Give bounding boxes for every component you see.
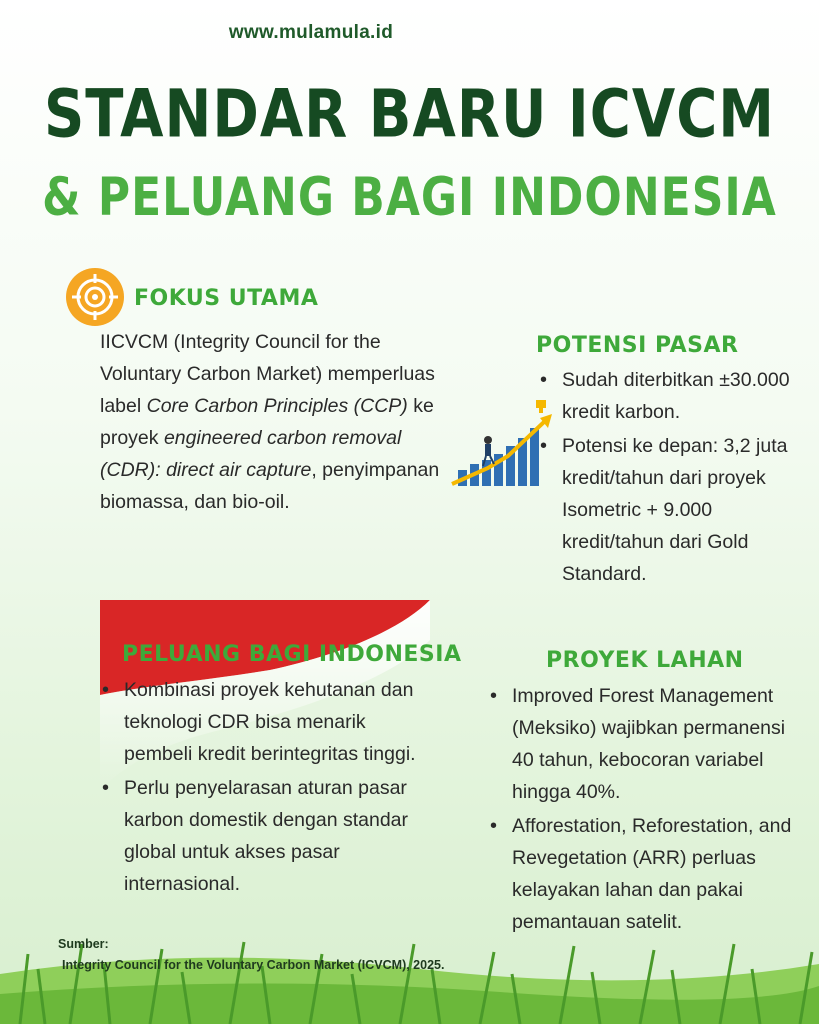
fokus-text-2: Core Carbon Principles (CCP) [146,395,408,417]
list-item: • Perlu penyelarasan aturan pasar karbon domestik dengan standar global untuk akses pasar internasional. [102,772,437,900]
fokus-text-5: , penyimpanan biomassa, dan bio-oil. [100,459,440,513]
fokus-text-4: engineered carbon removal (CDR): direct air capture [100,427,402,481]
proyek-heading: PROYEK LAHAN [546,648,744,673]
proyek-list [490,680,798,940]
fokus-paragraph [100,326,440,518]
target-icon [66,268,124,326]
list-item: • Potensi ke depan: 3,2 juta kredit/tahun dari proyek Isometric + 9.000 kredit/tahun dari Gold Standard. [540,430,790,590]
source-label: Sumber: [58,937,109,951]
website-url: www.mulamula.id [228,22,394,43]
main-subtitle: & PELUANG BAGI INDONESIA [42,166,777,229]
list-item: • Improved Forest Management (Meksiko) wajibkan permanensi 40 tahun, kebocoran variabel hingga 40%. [490,680,798,808]
peluang-heading: PELUANG BAGI INDONESIA [122,642,462,667]
potensi-list [540,364,790,592]
peluang-list [102,674,437,902]
fokus-text-3: ke proyek [100,395,434,449]
fokus-text-1: IICVCM (Integrity Council for the Voluntary Carbon Market) memperluas label [100,331,435,417]
fokus-heading: FOKUS UTAMA [134,286,319,311]
potensi-heading: POTENSI PASAR [536,333,739,358]
main-title: STANDAR BARU ICVCM [43,76,776,153]
list-item: • Afforestation, Reforestation, and Revegetation (ARR) perluas kelayakan lahan dan pakai pemantauan satelit. [490,810,798,938]
list-item: • Sudah diterbitkan ±30.000 kredit karbon. [540,364,790,428]
source-text: Integrity Council for the Voluntary Carbon Market (ICVCM), 2025. [62,958,445,972]
list-item: • Kombinasi proyek kehutanan dan teknologi CDR bisa menarik pembeli kredit berintegritas tinggi. [102,674,437,770]
